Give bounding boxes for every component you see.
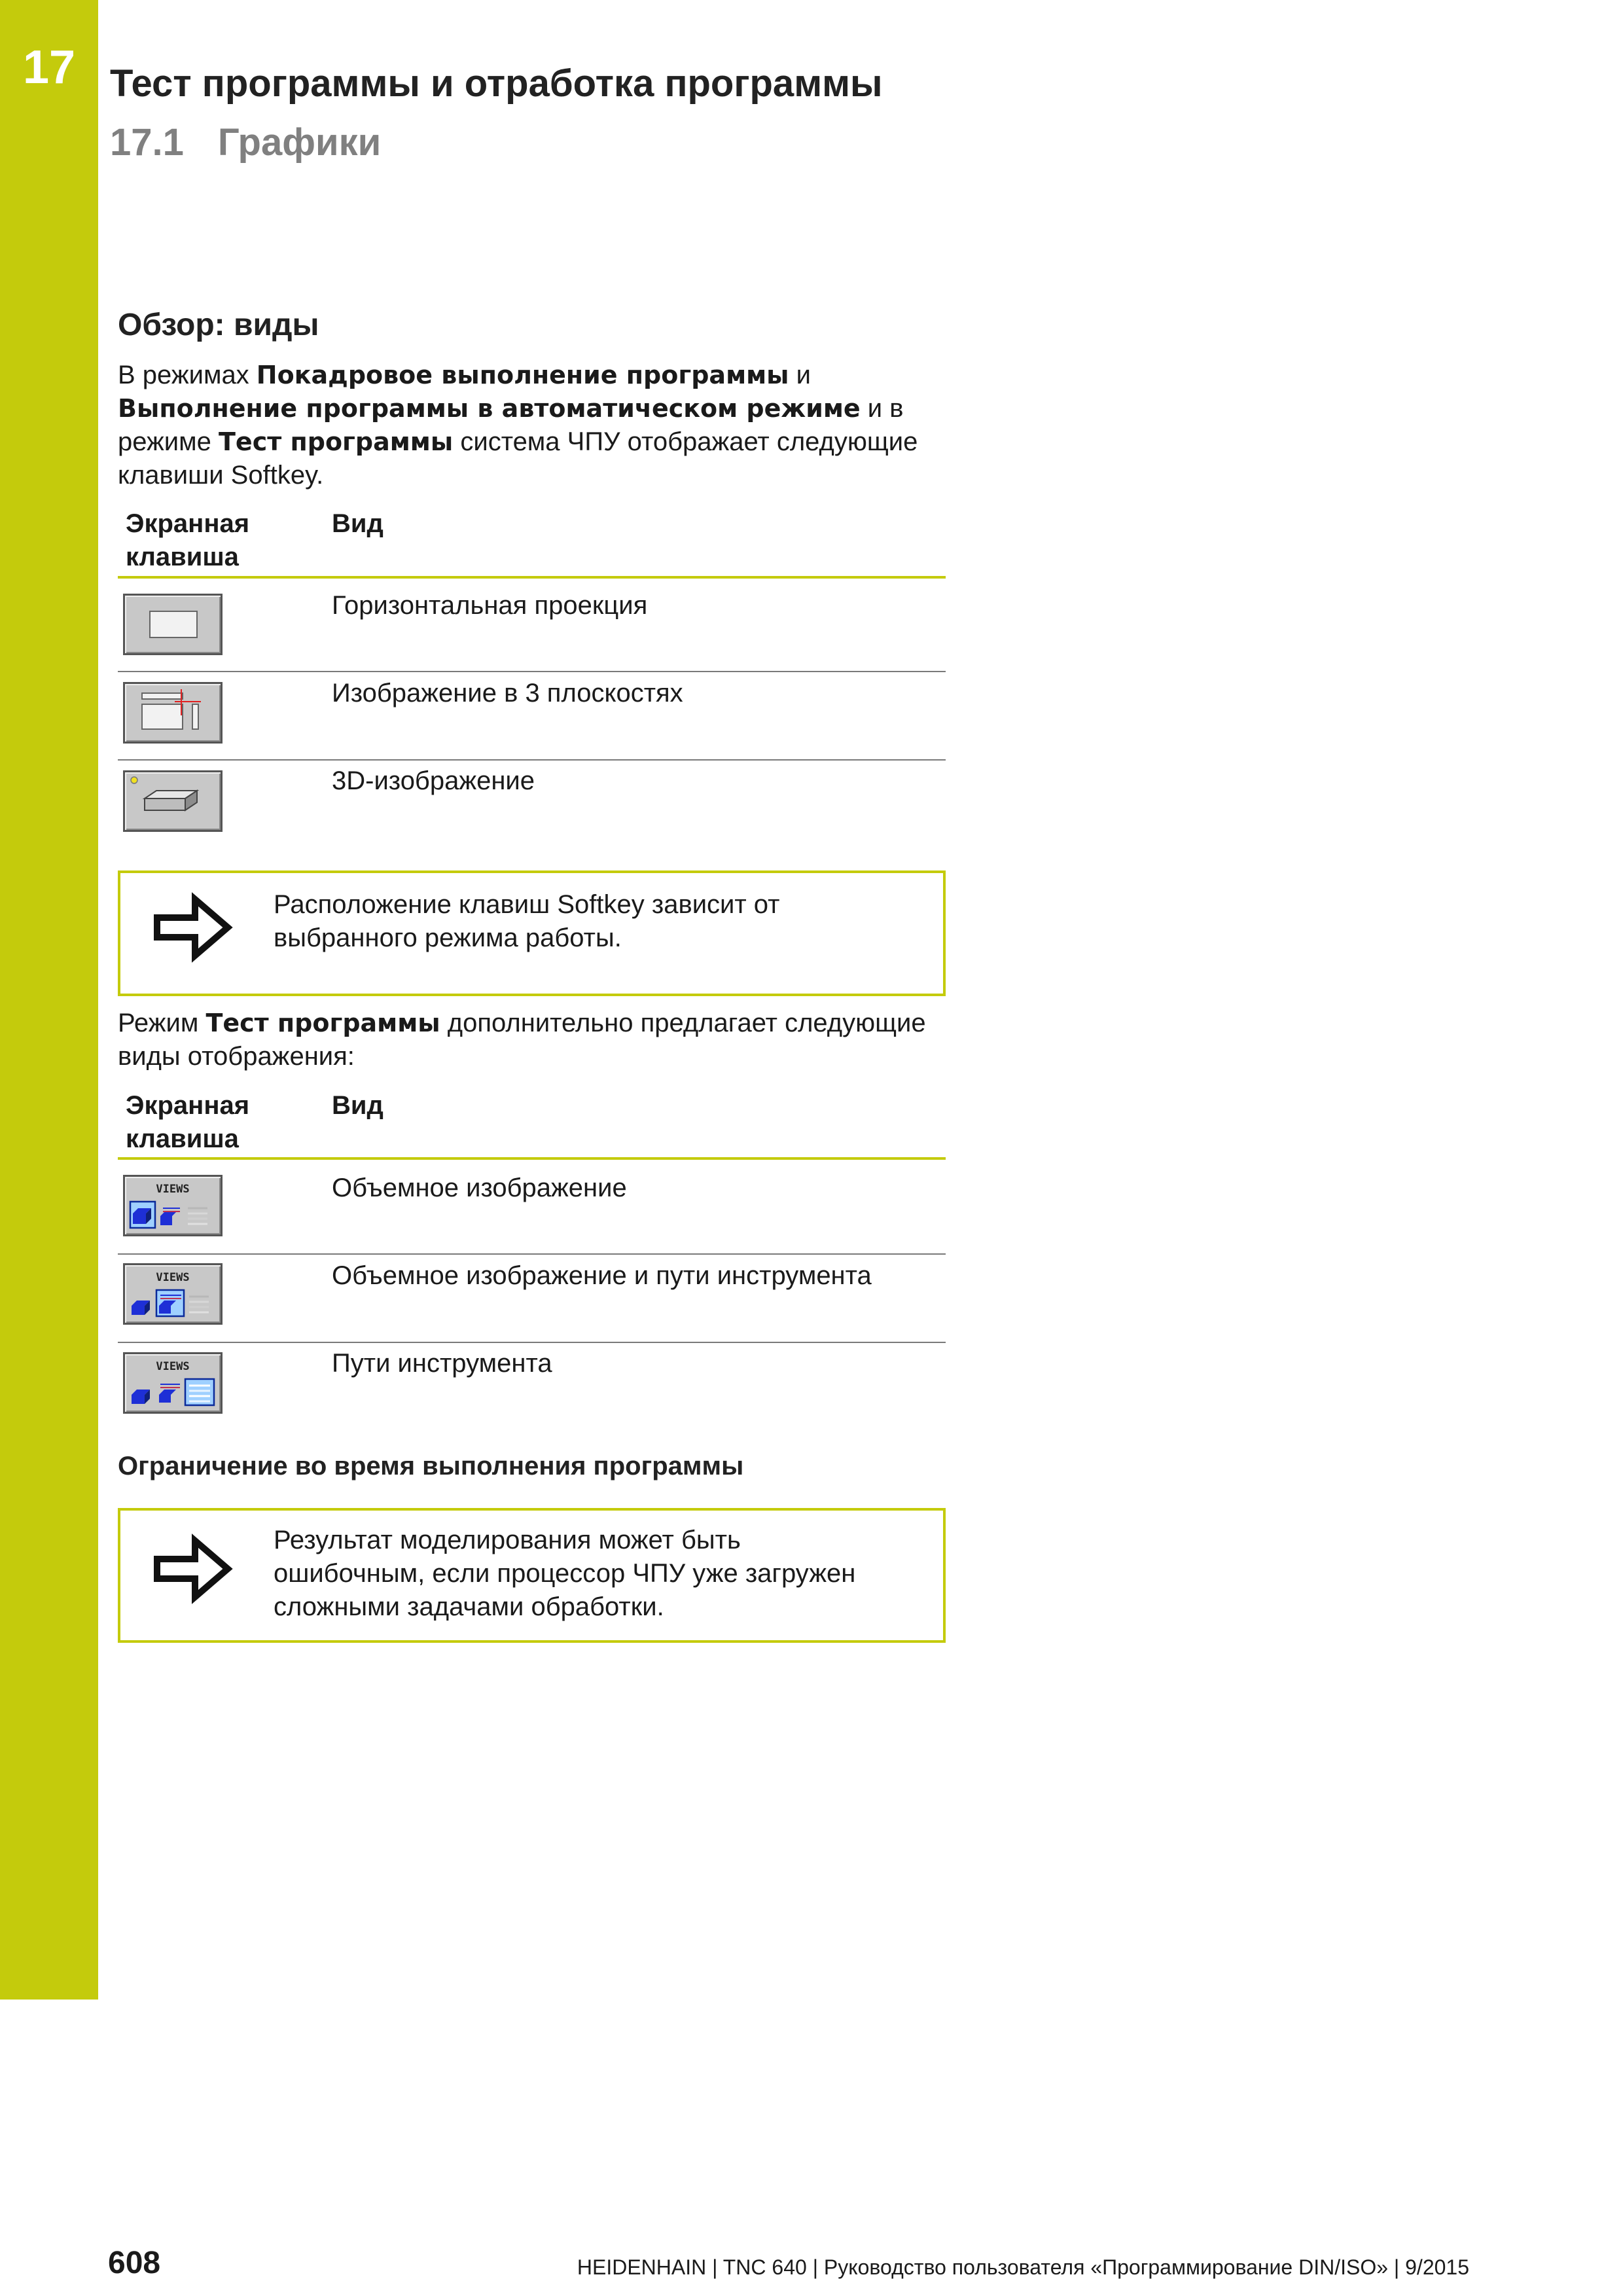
note-simulation-restriction	[118, 1508, 946, 1643]
header-softkey: Экранная клавиша	[126, 509, 250, 571]
overview-intro-line-2: Выполнение программы в автоматическом режиме и в	[118, 394, 904, 423]
views-toolpaths-softkey-icon	[125, 1354, 221, 1412]
test-mode-intro-line-2: виды отображения:	[118, 1042, 355, 1071]
chapter-number: 17	[22, 41, 76, 94]
row-label: Изображение в 3 плоскостях	[332, 679, 683, 708]
three-planes-softkey-icon	[125, 684, 221, 742]
row-label: Объемное изображение	[332, 1174, 627, 1202]
row-divider	[118, 1253, 946, 1255]
row-divider	[118, 759, 946, 761]
row-label: 3D-изображение	[332, 766, 535, 795]
overview-heading: Обзор: виды	[118, 308, 319, 342]
chapter-title: Тест программы и отработка программы	[110, 62, 883, 105]
header-softkey: Экранная клавиша	[126, 1091, 250, 1153]
views-toolpaths-softkey[interactable]	[123, 1352, 223, 1414]
views-volume-softkey[interactable]	[123, 1175, 223, 1236]
views-volume-softkey-icon	[125, 1177, 221, 1234]
note-arrow-icon	[152, 1533, 233, 1605]
views-volume-toolpaths-softkey[interactable]	[123, 1263, 223, 1325]
footer-text: HEIDENHAIN | TNC 640 | Руководство пользователя «Программирование DIN/ISO» | 9/2015	[577, 2255, 1469, 2279]
chapter-side-bar	[0, 0, 98, 2000]
note-arrow-icon	[152, 891, 233, 963]
section-name: Графики	[217, 121, 382, 164]
views-volume-toolpaths-softkey-icon	[125, 1265, 221, 1323]
3d-view-softkey-icon	[125, 772, 221, 830]
horizontal-projection-softkey-icon	[125, 596, 221, 653]
restriction-heading: Ограничение во время выполнения программы	[118, 1452, 744, 1480]
row-divider	[118, 1342, 946, 1343]
horizontal-projection-softkey[interactable]	[123, 594, 223, 655]
row-divider	[118, 671, 946, 672]
note-text: Расположение клавиш Softkey зависит от выбранного режима работы.	[274, 890, 780, 952]
section-number: 17.1	[110, 121, 184, 164]
svg-text:VIEWS: VIEWS	[156, 1183, 190, 1196]
test-mode-intro-line-1: Режим Тест программы дополнительно предлагает следующие	[118, 1009, 926, 1037]
table-header-rule	[118, 1157, 946, 1160]
test-mode-intro	[118, 1007, 946, 1073]
svg-text:VIEWS: VIEWS	[156, 1271, 190, 1284]
table-header-rule	[118, 576, 946, 579]
row-label: Горизонтальная проекция	[332, 591, 648, 620]
note-text: Результат моделирования может быть ошибочным, если процессор ЧПУ уже загружен сложными задачами обработки.	[274, 1526, 856, 1621]
3d-view-softkey[interactable]	[123, 770, 223, 832]
page-number: 608	[108, 2246, 161, 2280]
section-title	[110, 117, 381, 169]
overview-intro-line-3: режиме Тест программы система ЧПУ отображает следующие	[118, 427, 918, 456]
svg-text:VIEWS: VIEWS	[156, 1360, 190, 1373]
header-view: Вид	[332, 509, 383, 538]
overview-intro-line-1: В режимах Покадровое выполнение программы и	[118, 361, 812, 389]
overview-intro	[118, 359, 946, 492]
row-label: Объемное изображение и пути инструмента	[332, 1261, 872, 1290]
note-softkey-layout	[118, 870, 946, 996]
header-view: Вид	[332, 1091, 383, 1120]
overview-intro-line-4: клавиши Softkey.	[118, 461, 324, 490]
row-label: Пути инструмента	[332, 1349, 552, 1378]
three-planes-softkey[interactable]	[123, 682, 223, 744]
